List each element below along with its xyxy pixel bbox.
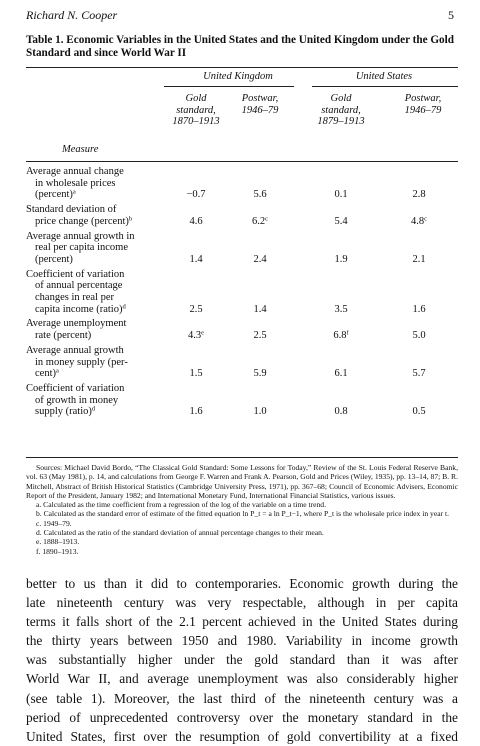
table-caption: Table 1. Economic Variables in the United States and the United Kingdom under the Gold Standard and since World War II: [26, 34, 454, 59]
table-top-rule: [26, 67, 458, 68]
body-line: World War II, and average unemployment was also considerably higher: [26, 671, 458, 687]
row-measure-label: [26, 318, 176, 341]
column-header-line: Gold: [185, 93, 207, 104]
measure-label-line: cent)$^a$: [35, 367, 59, 380]
footnote: f. 1890–1913.: [36, 546, 79, 556]
table-cell: 5.9: [253, 368, 267, 380]
body-line: United States, first over the resumption of gold convertibility at a fixed: [26, 728, 458, 744]
measure-label-line: capita income (ratio)$^d$: [35, 303, 126, 315]
table-cell: 1.6: [412, 303, 426, 315]
column-header-us-postwar: [385, 93, 461, 116]
group-rule-us: [312, 86, 458, 87]
table-cell: −0.7: [186, 189, 206, 201]
footnote-marker: a: [56, 367, 59, 375]
table-cell: 1.9: [334, 253, 348, 265]
row-measure-label: [26, 166, 176, 201]
column-header-line: standard,: [176, 104, 216, 116]
running-head: [26, 8, 454, 24]
body-line: late nineteenth century was very respectable, although in per capita: [26, 595, 458, 611]
footnote-marker: b: [128, 215, 133, 223]
table-cell: 4.8$^c$: [410, 215, 427, 227]
row-measure-label: [26, 231, 176, 266]
column-header-uk-postwar: [222, 93, 298, 116]
footnote-marker: c: [265, 215, 268, 223]
column-header-line: Postwar,: [241, 93, 279, 104]
body-line: was substantially higher under the gold standard than it was after: [26, 652, 458, 668]
measure-label-line: Coefficient of variation: [26, 382, 125, 394]
table-cell: 2.8: [412, 189, 426, 201]
table-body: [26, 166, 458, 418]
body-line: period of unprecedented controversy over the monetary standard in the: [26, 709, 458, 725]
measure-column-header: Measure: [62, 144, 99, 155]
table-cell: 4.3e: [187, 329, 204, 342]
measure-label-line: real per capita income: [35, 242, 128, 254]
measure-label-line: (percent): [35, 253, 73, 265]
row-measure-label: [26, 204, 176, 227]
table-row: [26, 231, 458, 266]
table-cell: 1.5: [189, 368, 203, 380]
table-cell: 2.5: [253, 330, 267, 342]
table-notes: [26, 463, 458, 556]
measure-label-line: Average unemployment: [26, 318, 127, 330]
table-cell: 5.7: [412, 368, 426, 380]
table-footnotes: [26, 500, 458, 556]
table-cell: 0.1: [334, 189, 348, 201]
table-cell: 2.5: [189, 303, 203, 315]
page-number: 5: [448, 8, 454, 22]
measure-label-line: in money supply (per-: [35, 356, 128, 368]
column-header-line: 1879–1913: [317, 116, 365, 127]
table-cell: 5.0: [412, 330, 426, 342]
footnote-marker: c: [424, 215, 427, 223]
column-header-line: 1946–79: [404, 104, 442, 116]
table-cell: 0.5: [412, 406, 426, 418]
group-header-us: United States: [355, 71, 413, 82]
table-row: [26, 318, 458, 341]
table-cell: 2.1: [412, 253, 426, 265]
table-bottom-rule: [26, 457, 458, 458]
table-row: [26, 204, 458, 227]
body-line: better to us than it did to contemporaries. Economic growth during the: [26, 576, 458, 591]
table-cell: 2.4: [253, 253, 267, 265]
measure-label-line: changes in real per: [35, 292, 115, 304]
measure-label-line: Average annual growth: [26, 344, 124, 356]
measure-label-line: price change (percent)$^b$: [35, 215, 133, 227]
measure-label-line: Coefficient of variation: [26, 268, 125, 280]
running-head-author: Richard N. Cooper: [26, 8, 118, 22]
column-header-us-gold: [301, 93, 381, 128]
measure-label-line: of growth in money: [35, 394, 119, 406]
body-paragraph: [26, 574, 458, 746]
table-row: [26, 269, 458, 316]
table-cell: 5.4: [334, 215, 348, 227]
footnote: d. Calculated as the ratio of the standard deviation of annual percentage changes to their mean.: [36, 528, 324, 538]
column-header-line: Postwar,: [404, 93, 442, 104]
table-row: [26, 383, 458, 418]
column-header-line: Gold: [330, 93, 352, 104]
table-cell: 1.6: [189, 406, 203, 418]
measure-label-line: of annual percentage: [35, 280, 123, 292]
footnote-marker: d: [91, 405, 96, 413]
table-cell: 6.2$^c$: [251, 215, 268, 227]
table-header-rule: [26, 161, 458, 162]
column-header-line: 1946–79: [241, 104, 279, 116]
footnote-marker: f: [346, 329, 349, 337]
measure-label-line: Average annual growth in: [26, 230, 135, 242]
measure-label-line: (percent)$^a$: [35, 188, 76, 201]
footnote: c. 1949–79.: [36, 518, 72, 528]
column-header-line: standard,: [321, 104, 361, 116]
group-header-uk: United Kingdom: [203, 71, 273, 82]
row-measure-label: [26, 345, 176, 380]
footnote: b. Calculated as the standard error of estimate of the fitted equation ln P_t = a ln P_t−1, where P_t is the wholesale price index in year t.: [36, 509, 450, 519]
measure-label-line: supply (ratio)$^d$: [35, 405, 96, 418]
table-row: [26, 166, 458, 201]
footnote-marker: a: [72, 188, 76, 196]
column-header-line: 1870–1913: [172, 116, 220, 127]
table-cell: 1.4: [189, 253, 203, 265]
row-measure-label: [26, 269, 176, 316]
measure-label-line: Average annual change: [26, 166, 124, 177]
footnote-marker: e: [201, 329, 204, 337]
table-row: [26, 345, 458, 380]
row-measure-label: [26, 383, 176, 418]
table-cell: 6.8$^f$: [333, 329, 349, 342]
table-cell: 6.1: [334, 368, 348, 380]
measure-label-line: in wholesale prices: [35, 177, 116, 189]
measure-label-line: Standard deviation of: [26, 204, 117, 216]
measure-label-line: rate (percent): [35, 330, 92, 342]
body-line: (see table 1). Moreover, the last third of the nineteenth century was a: [26, 690, 458, 706]
body-line: the thirty years between 1950 and 1980. Variability in income growth: [26, 633, 458, 649]
table-cell: 4.6: [189, 215, 203, 227]
table-cell: 1.4: [253, 303, 267, 315]
footnote-marker: d: [122, 303, 126, 311]
table-cell: 0.8: [334, 406, 348, 418]
table-sources: Sources: Michael David Bordo, “The Classical Gold Standard: Some Lessons for Today,” Review of the St. Louis Federal Reserve Bank, vol. 63 (May 1981), p. 14, and calculations from George F. Warren and Frank A. Pearson, Gold and Prices (Wiley, 1935), pp. 13–14, 87; B. R. Mitchell, Abstract of British Historical Statistics (Cambridge University Press, 1971), pp. 367–68; Council of Economic Advisers, Economic Report of the President, January 1982; and International Monetary Fund, International Financial Statistics, various issues.: [26, 463, 458, 500]
group-rule-uk: [164, 86, 294, 87]
footnote: a. Calculated as the time coefficient from a regression of the log of the variable on a time trend.: [36, 500, 327, 510]
body-line: terms it falls short of the 2.1 percent achieved in the United States during: [26, 614, 458, 630]
table-cell: 5.6: [253, 189, 267, 201]
footnote: e. 1888–1913.: [36, 537, 80, 547]
table-cell: 3.5: [334, 303, 348, 315]
table-cell: 1.0: [253, 406, 267, 418]
